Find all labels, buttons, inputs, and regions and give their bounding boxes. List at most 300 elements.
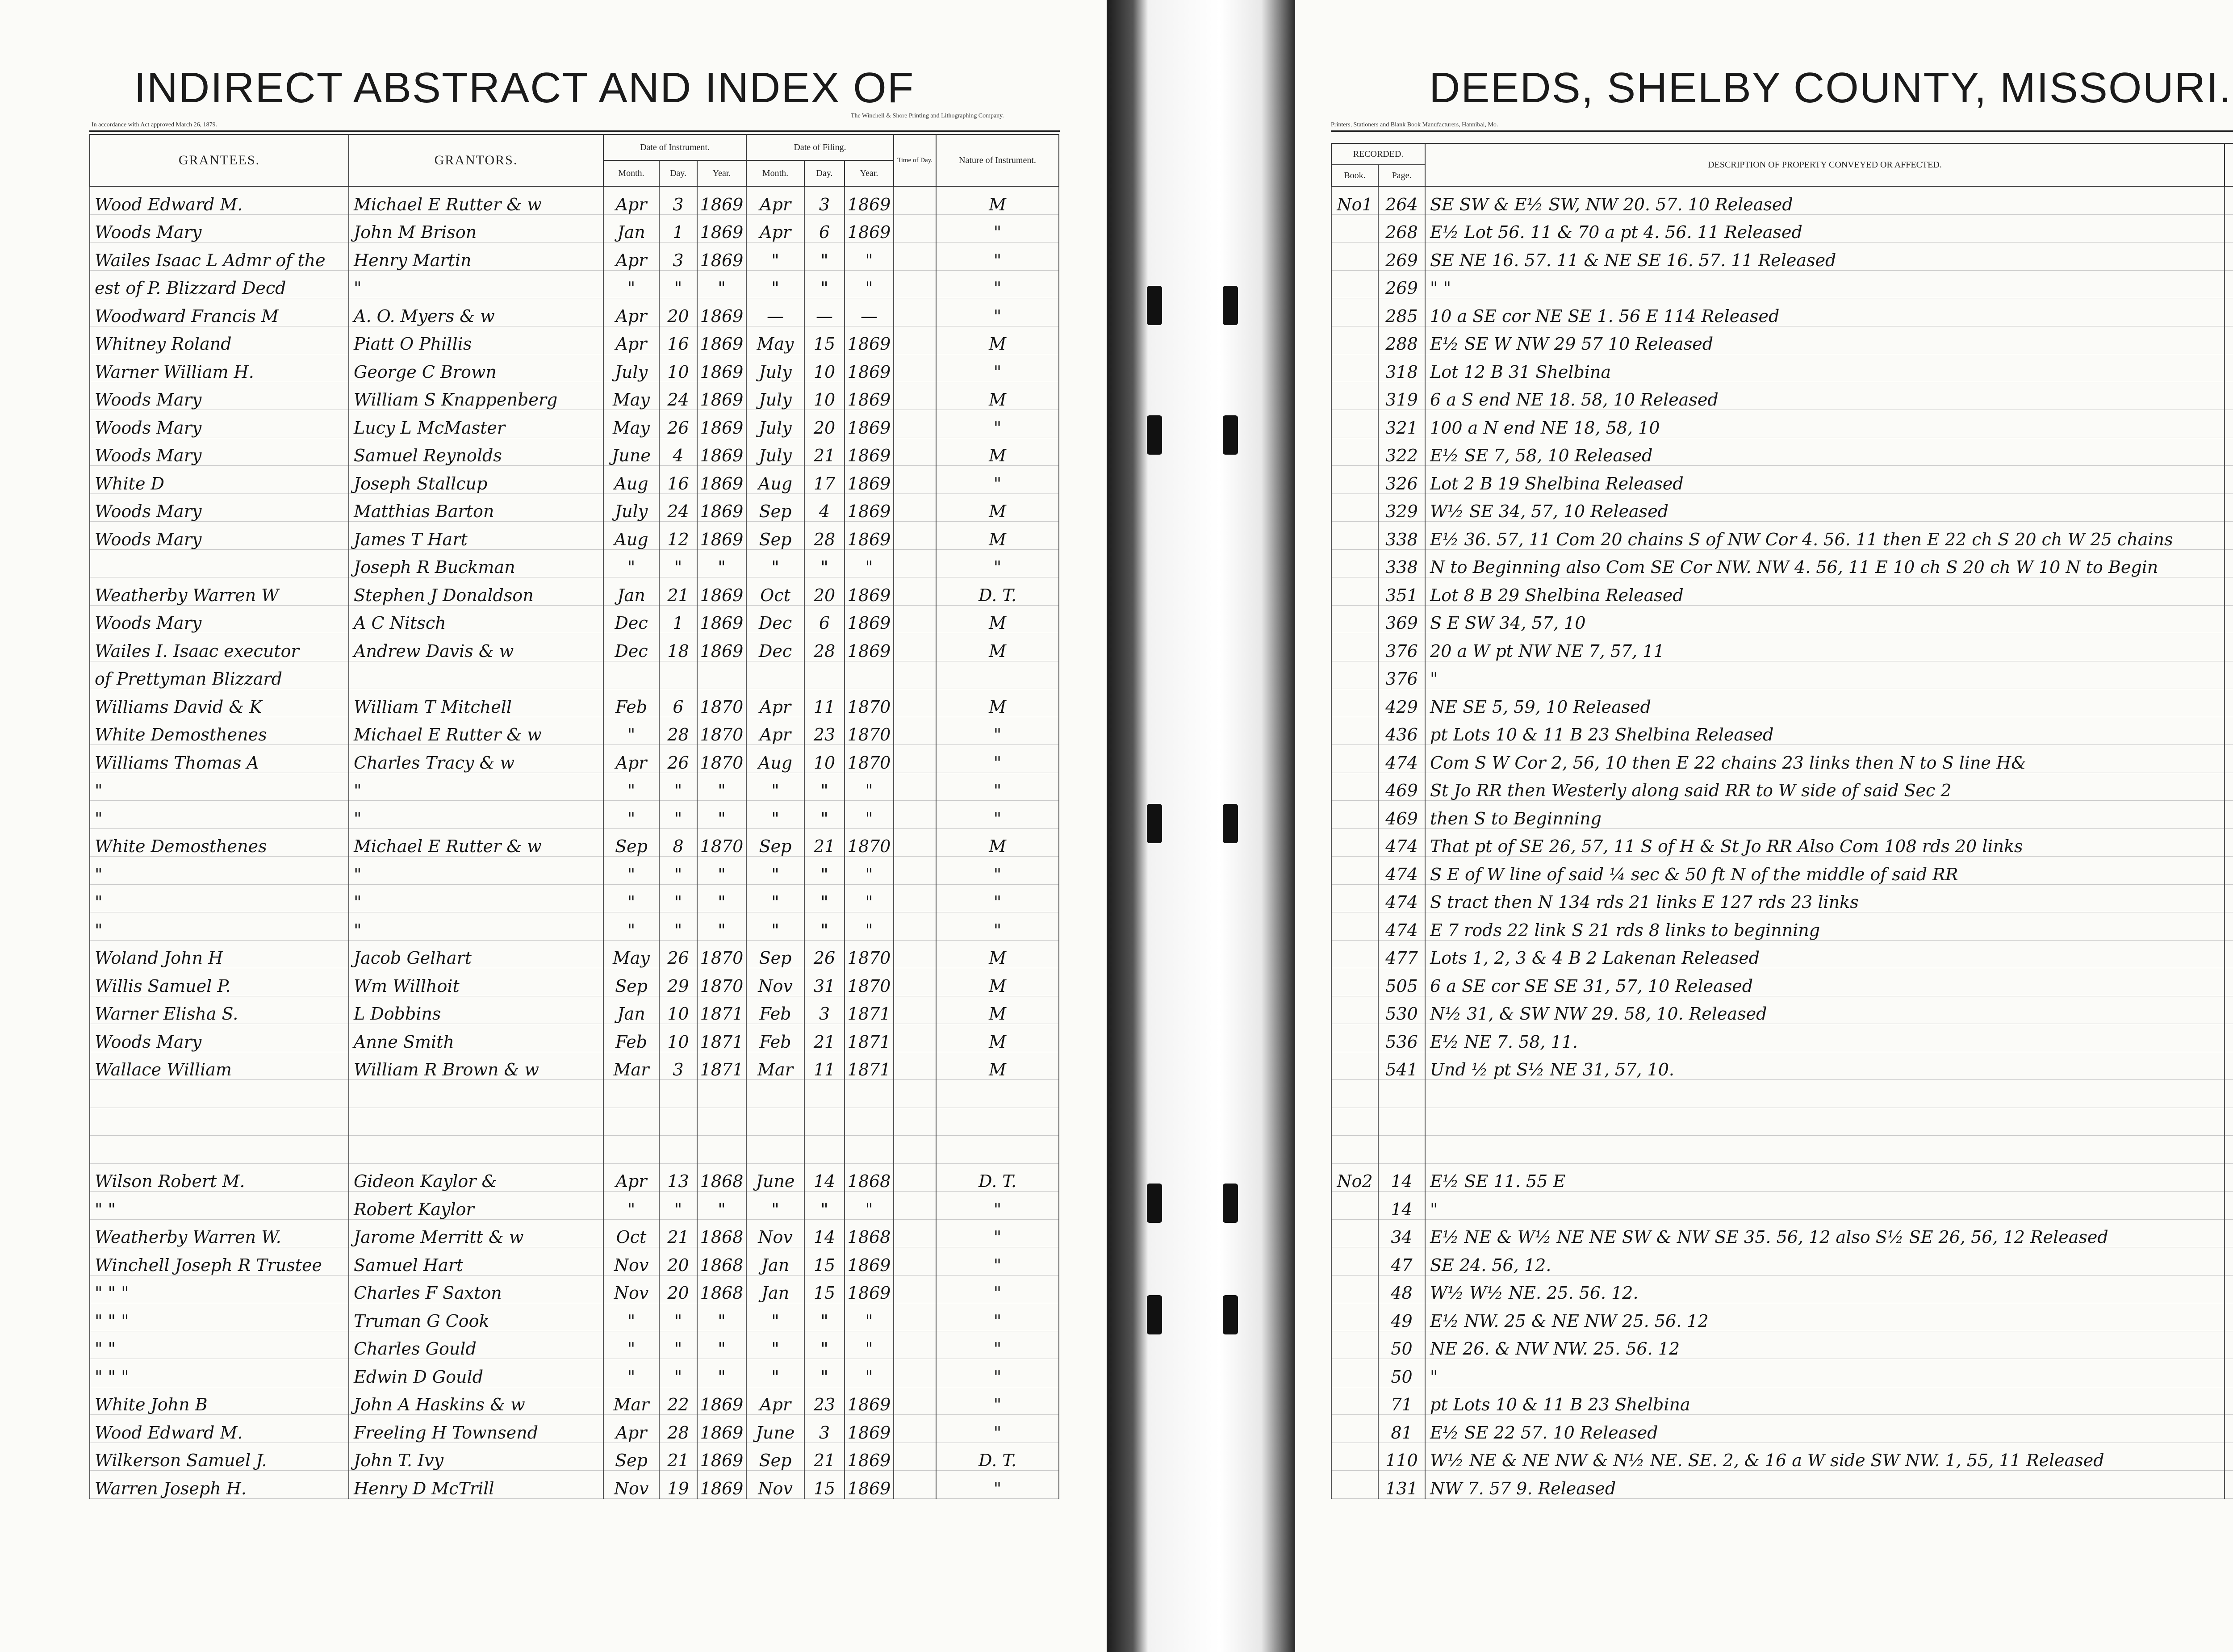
page-cell: 322 xyxy=(1378,438,1425,466)
binder-hole xyxy=(1223,415,1238,455)
grantor-cell: A C Nitsch xyxy=(349,605,603,633)
grantee-cell: Woods Mary xyxy=(90,605,349,633)
section-cell xyxy=(2225,1443,2233,1471)
description-cell: SE SW & E½ SW, NW 20. 57. 10 Released xyxy=(1425,186,2225,214)
grantee-cell xyxy=(90,1136,349,1164)
instrument-year-cell: 1869 xyxy=(697,1415,746,1443)
page-cell: 469 xyxy=(1378,801,1425,829)
filing-month-cell: June xyxy=(746,1415,804,1443)
instrument-day-cell: 4 xyxy=(659,438,697,466)
instrument-day-cell: 20 xyxy=(659,1275,697,1303)
time-of-day-cell xyxy=(894,438,936,466)
description-cell: E½ SE 7, 58, 10 Released xyxy=(1425,438,2225,466)
instrument-month-cell: Nov xyxy=(603,1471,659,1499)
book-cell xyxy=(1331,410,1378,438)
section-cell xyxy=(2225,717,2233,745)
table-row xyxy=(90,1192,1059,1220)
instrument-year-cell: 1869 xyxy=(697,1471,746,1499)
instrument-month-cell: " xyxy=(603,549,659,577)
filing-month-cell: Jan xyxy=(746,1247,804,1276)
header-rule xyxy=(1331,130,2233,132)
nature-cell: M xyxy=(936,494,1059,522)
filing-day-cell: " xyxy=(804,801,845,829)
filing-day-cell: " xyxy=(804,884,845,912)
table-row xyxy=(90,1471,1059,1499)
table-row xyxy=(1331,1247,2233,1276)
page-cell: 47 xyxy=(1378,1247,1425,1276)
filing-day-header: Day. xyxy=(804,160,845,186)
description-cell: Lots 1, 2, 3 & 4 B 2 Lakenan Released xyxy=(1425,940,2225,968)
binder-hole xyxy=(1223,1295,1238,1334)
instrument-month-cell xyxy=(603,1108,659,1136)
section-cell xyxy=(2225,410,2233,438)
instrument-day-cell: " xyxy=(659,884,697,912)
filing-year-cell: 1869 xyxy=(845,214,894,243)
grantor-cell: Henry D McTrill xyxy=(349,1471,603,1499)
nature-cell: " xyxy=(936,270,1059,298)
time-of-day-cell xyxy=(894,940,936,968)
time-of-day-cell xyxy=(894,828,936,857)
instrument-year-cell: 1870 xyxy=(697,717,746,745)
filing-day-cell: 10 xyxy=(804,382,845,410)
description-header: DESCRIPTION OF PROPERTY CONVEYED OR AFFECTED. xyxy=(1425,143,2225,186)
filing-year-cell: 1869 xyxy=(845,466,894,494)
instrument-month-cell: " xyxy=(603,801,659,829)
table-row xyxy=(90,1331,1059,1359)
filing-day-cell: 6 xyxy=(804,605,845,633)
instrument-day-cell: 26 xyxy=(659,410,697,438)
book-cell: No1 xyxy=(1331,186,1378,214)
time-of-day-cell xyxy=(894,968,936,996)
book-cell xyxy=(1331,1080,1378,1108)
filing-day-cell: " xyxy=(804,1192,845,1220)
filing-day-cell: 21 xyxy=(804,1024,845,1052)
time-of-day-cell xyxy=(894,466,936,494)
instrument-day-cell: 21 xyxy=(659,577,697,606)
instrument-year-cell: " xyxy=(697,912,746,941)
filing-year-cell xyxy=(845,1080,894,1108)
filing-day-cell: 21 xyxy=(804,828,845,857)
filing-month-cell: July xyxy=(746,382,804,410)
page-cell: 541 xyxy=(1378,1052,1425,1080)
instrument-month-cell: Mar xyxy=(603,1387,659,1415)
time-of-day-cell xyxy=(894,1331,936,1359)
book-gutter xyxy=(1107,0,1295,1652)
instrument-year-cell: 1870 xyxy=(697,828,746,857)
description-cell: N½ 31, & SW NW 29. 58, 10. Released xyxy=(1425,996,2225,1024)
nature-cell: M xyxy=(936,382,1059,410)
nature-cell: M xyxy=(936,828,1059,857)
filing-day-cell: " xyxy=(804,1359,845,1387)
time-of-day-cell xyxy=(894,661,936,689)
grantee-cell: Williams David & K xyxy=(90,689,349,717)
description-cell: W½ SE 34, 57, 10 Released xyxy=(1425,494,2225,522)
section-cell xyxy=(2225,1331,2233,1359)
instrument-month-cell xyxy=(603,1136,659,1164)
page-cell: 326 xyxy=(1378,466,1425,494)
table-row xyxy=(1331,828,2233,857)
nature-cell: M xyxy=(936,186,1059,214)
table-row xyxy=(90,1359,1059,1387)
instrument-year-cell: 1869 xyxy=(697,382,746,410)
grantee-cell: White John B xyxy=(90,1387,349,1415)
table-row xyxy=(1331,857,2233,885)
time-of-day-cell xyxy=(894,1219,936,1247)
filing-day-cell: — xyxy=(804,298,845,326)
date-of-instrument-header: Date of Instrument. xyxy=(603,134,746,160)
instrument-month-cell: " xyxy=(603,857,659,885)
time-of-day-cell xyxy=(894,1136,936,1164)
table-row xyxy=(90,912,1059,941)
nature-cell: D. T. xyxy=(936,577,1059,606)
table-row xyxy=(90,410,1059,438)
instrument-year-cell: " xyxy=(697,801,746,829)
instrument-year-cell: " xyxy=(697,857,746,885)
table-row xyxy=(90,354,1059,382)
instrument-day-cell: 12 xyxy=(659,522,697,550)
nature-cell: M xyxy=(936,689,1059,717)
time-of-day-cell xyxy=(894,1443,936,1471)
instrument-year-cell: 1869 xyxy=(697,494,746,522)
book-cell xyxy=(1331,1471,1378,1499)
time-of-day-cell xyxy=(894,605,936,633)
book-cell xyxy=(1331,354,1378,382)
instrument-month-cell: Sep xyxy=(603,1443,659,1471)
book-cell xyxy=(1331,689,1378,717)
page-cell: 285 xyxy=(1378,298,1425,326)
nature-cell: " xyxy=(936,801,1059,829)
grantee-cell: Willis Samuel P. xyxy=(90,968,349,996)
section-cell xyxy=(2225,243,2233,271)
filing-day-cell: 11 xyxy=(804,1052,845,1080)
binder-hole xyxy=(1223,286,1238,325)
section-cell xyxy=(2225,494,2233,522)
filing-day-cell: 10 xyxy=(804,354,845,382)
filing-day-cell: " xyxy=(804,1331,845,1359)
book-cell xyxy=(1331,1247,1378,1276)
grantor-cell: Henry Martin xyxy=(349,243,603,271)
instrument-year-cell xyxy=(697,661,746,689)
instrument-month-cell: Nov xyxy=(603,1247,659,1276)
table-row xyxy=(90,745,1059,773)
table-row xyxy=(1331,1052,2233,1080)
table-row xyxy=(1331,1471,2233,1499)
book-cell xyxy=(1331,382,1378,410)
section-cell xyxy=(2225,745,2233,773)
nature-cell: " xyxy=(936,1471,1059,1499)
filing-year-cell: 1868 xyxy=(845,1163,894,1192)
time-of-day-cell xyxy=(894,214,936,243)
filing-day-cell: 23 xyxy=(804,1387,845,1415)
grantee-cell xyxy=(90,1080,349,1108)
time-of-day-cell xyxy=(894,1024,936,1052)
instrument-month-cell: Apr xyxy=(603,1415,659,1443)
grantee-cell: " xyxy=(90,801,349,829)
instrument-day-cell: 28 xyxy=(659,717,697,745)
nature-cell: " xyxy=(936,1219,1059,1247)
grantees-header: GRANTEES. xyxy=(90,134,349,186)
instrument-day-cell: 20 xyxy=(659,1247,697,1276)
instrument-year-cell: 1869 xyxy=(697,214,746,243)
filing-year-cell: " xyxy=(845,857,894,885)
grantee-cell: Woods Mary xyxy=(90,1024,349,1052)
instrument-day-cell: 10 xyxy=(659,354,697,382)
grantor-cell: " xyxy=(349,773,603,801)
grantor-cell: William T Mitchell xyxy=(349,689,603,717)
section-cell xyxy=(2225,661,2233,689)
grantor-cell: A. O. Myers & w xyxy=(349,298,603,326)
instrument-year-cell: 1870 xyxy=(697,689,746,717)
instrument-day-cell: 8 xyxy=(659,828,697,857)
time-of-day-cell xyxy=(894,1387,936,1415)
instrument-day-cell: 10 xyxy=(659,1024,697,1052)
filing-month-cell: " xyxy=(746,857,804,885)
nature-cell: M xyxy=(936,633,1059,661)
table-row xyxy=(90,1275,1059,1303)
filing-month-cell: Apr xyxy=(746,1387,804,1415)
instrument-day-cell: 21 xyxy=(659,1443,697,1471)
grantor-cell xyxy=(349,661,603,689)
instrument-day-cell: 20 xyxy=(659,298,697,326)
instrument-year-cell: 1871 xyxy=(697,1052,746,1080)
grantor-cell: Michael E Rutter & w xyxy=(349,717,603,745)
description-cell: 20 a W pt NW NE 7, 57, 11 xyxy=(1425,633,2225,661)
time-of-day-cell xyxy=(894,857,936,885)
table-row xyxy=(1331,549,2233,577)
instrument-day-cell: 6 xyxy=(659,689,697,717)
filing-year-cell: 1870 xyxy=(845,968,894,996)
filing-year-cell: 1869 xyxy=(845,633,894,661)
description-cell: Lot 12 B 31 Shelbina xyxy=(1425,354,2225,382)
section-cell xyxy=(2225,773,2233,801)
page-cell: 131 xyxy=(1378,1471,1425,1499)
grantee-cell: " " " xyxy=(90,1303,349,1331)
book-cell xyxy=(1331,1052,1378,1080)
filing-day-cell: 14 xyxy=(804,1219,845,1247)
grantee-cell: est of P. Blizzard Decd xyxy=(90,270,349,298)
instrument-month-cell: " xyxy=(603,270,659,298)
grantee-cell: White D xyxy=(90,466,349,494)
grantee-cell: Woods Mary xyxy=(90,214,349,243)
instrument-month-cell: Oct xyxy=(603,1219,659,1247)
instrument-month-cell: " xyxy=(603,717,659,745)
table-row xyxy=(90,270,1059,298)
table-row xyxy=(1331,577,2233,606)
filing-day-cell: " xyxy=(804,912,845,941)
page-cell: 477 xyxy=(1378,940,1425,968)
book-cell xyxy=(1331,940,1378,968)
filing-day-cell: 31 xyxy=(804,968,845,996)
grantee-cell: " " " xyxy=(90,1275,349,1303)
grantor-cell: Michael E Rutter & w xyxy=(349,186,603,214)
instrument-month-cell: Apr xyxy=(603,243,659,271)
grantee-cell: Warner Elisha S. xyxy=(90,996,349,1024)
time-of-day-cell xyxy=(894,1080,936,1108)
description-cell: 100 a N end NE 18, 58, 10 xyxy=(1425,410,2225,438)
section-cell xyxy=(2225,1080,2233,1108)
binder-hole xyxy=(1147,804,1162,843)
header-rule xyxy=(89,130,1060,132)
description-cell: E 7 rods 22 link S 21 rds 8 links to beginning xyxy=(1425,912,2225,941)
section-cell xyxy=(2225,1247,2233,1276)
filing-year-cell: 1871 xyxy=(845,1024,894,1052)
grantor-cell: John T. Ivy xyxy=(349,1443,603,1471)
grantor-cell: Michael E Rutter & w xyxy=(349,828,603,857)
filing-month-cell: Aug xyxy=(746,466,804,494)
description-cell: pt Lots 10 & 11 B 23 Shelbina xyxy=(1425,1387,2225,1415)
time-of-day-cell xyxy=(894,1359,936,1387)
time-of-day-cell xyxy=(894,522,936,550)
instrument-day-cell: 1 xyxy=(659,605,697,633)
section-header xyxy=(2225,143,2233,186)
book-cell xyxy=(1331,298,1378,326)
page-cell: 264 xyxy=(1378,186,1425,214)
page-cell: 49 xyxy=(1378,1303,1425,1331)
time-of-day-cell xyxy=(894,354,936,382)
grantor-cell xyxy=(349,1108,603,1136)
filing-month-cell: " xyxy=(746,549,804,577)
instrument-year-cell: 1869 xyxy=(697,326,746,354)
section-cell xyxy=(2225,549,2233,577)
instrument-year-cell xyxy=(697,1108,746,1136)
grantor-cell: Jarome Merritt & w xyxy=(349,1219,603,1247)
nature-cell: " xyxy=(936,298,1059,326)
instrument-month-cell: Sep xyxy=(603,968,659,996)
filing-day-cell: 21 xyxy=(804,1443,845,1471)
table-row xyxy=(90,1219,1059,1247)
table-row xyxy=(1331,494,2233,522)
book-cell xyxy=(1331,270,1378,298)
filing-year-cell: 1869 xyxy=(845,605,894,633)
section-cell xyxy=(2225,940,2233,968)
filing-year-cell: 1869 xyxy=(845,522,894,550)
date-of-filing-header: Date of Filing. xyxy=(746,134,894,160)
instrument-year-cell: 1869 xyxy=(697,605,746,633)
table-row xyxy=(1331,1275,2233,1303)
instrument-year-cell: " xyxy=(697,549,746,577)
instrument-day-cell: 16 xyxy=(659,466,697,494)
grantee-cell: " xyxy=(90,857,349,885)
instrument-month-cell: Jan xyxy=(603,214,659,243)
time-of-day-cell xyxy=(894,326,936,354)
grantor-cell: " xyxy=(349,912,603,941)
grantor-cell: L Dobbins xyxy=(349,996,603,1024)
description-cell: E½ NE & W½ NE NE SW & NW SE 35. 56, 12 also S½ SE 26, 56, 12 Released xyxy=(1425,1219,2225,1247)
instrument-year-cell: " xyxy=(697,1359,746,1387)
instrument-year-cell: 1870 xyxy=(697,968,746,996)
grantors-header: GRANTORS. xyxy=(349,134,603,186)
description-cell: " xyxy=(1425,1359,2225,1387)
filing-year-cell: " xyxy=(845,912,894,941)
grantee-cell: Warner William H. xyxy=(90,354,349,382)
nature-cell: M xyxy=(936,605,1059,633)
grantee-cell: Woods Mary xyxy=(90,494,349,522)
instrument-day-cell: 10 xyxy=(659,996,697,1024)
description-cell: E½ SE W NW 29 57 10 Released xyxy=(1425,326,2225,354)
table-row xyxy=(1331,884,2233,912)
table-row xyxy=(90,1415,1059,1443)
grantee-cell: " " " xyxy=(90,1359,349,1387)
grantor-cell: Lucy L McMaster xyxy=(349,410,603,438)
filing-year-cell xyxy=(845,1108,894,1136)
filing-day-cell: 3 xyxy=(804,996,845,1024)
grantor-cell: William S Knappenberg xyxy=(349,382,603,410)
filing-month-cell: — xyxy=(746,298,804,326)
time-of-day-cell xyxy=(894,1052,936,1080)
section-cell xyxy=(2225,1163,2233,1192)
time-of-day-cell xyxy=(894,243,936,271)
printer-note-left: The Winchell & Shore Printing and Lithographing Company. xyxy=(851,113,1004,119)
description-cell: St Jo RR then Westerly along said RR to W side of said Sec 2 xyxy=(1425,773,2225,801)
grantor-cell: Matthias Barton xyxy=(349,494,603,522)
filing-month-cell: Apr xyxy=(746,689,804,717)
description-cell: Com S W Cor 2, 56, 10 then E 22 chains 23 links then N to S line H& xyxy=(1425,745,2225,773)
nature-cell: D. T. xyxy=(936,1163,1059,1192)
time-of-day-cell xyxy=(894,1247,936,1276)
section-cell xyxy=(2225,1136,2233,1164)
left-ledger-page xyxy=(0,0,1107,1652)
table-row xyxy=(1331,1080,2233,1108)
table-row xyxy=(90,494,1059,522)
nature-cell: " xyxy=(936,549,1059,577)
grantor-cell: Andrew Davis & w xyxy=(349,633,603,661)
instrument-month-cell: Aug xyxy=(603,466,659,494)
book-cell xyxy=(1331,214,1378,243)
table-row xyxy=(1331,1192,2233,1220)
filing-day-cell: 3 xyxy=(804,186,845,214)
nature-cell: M xyxy=(936,1024,1059,1052)
instrument-day-cell: " xyxy=(659,1359,697,1387)
page-cell: 321 xyxy=(1378,410,1425,438)
table-row xyxy=(1331,605,2233,633)
instrument-year-cell: 1869 xyxy=(697,186,746,214)
nature-cell: M xyxy=(936,968,1059,996)
grantee-cell: Woods Mary xyxy=(90,438,349,466)
filing-month-cell: " xyxy=(746,912,804,941)
description-cell xyxy=(1425,1108,2225,1136)
table-row xyxy=(90,1108,1059,1136)
filing-year-cell: " xyxy=(845,1359,894,1387)
grantor-cell: " xyxy=(349,270,603,298)
filing-month-cell xyxy=(746,1108,804,1136)
filing-day-cell: 15 xyxy=(804,326,845,354)
binder-hole xyxy=(1223,804,1238,843)
filing-year-cell: 1870 xyxy=(845,689,894,717)
instrument-year-cell: 1870 xyxy=(697,940,746,968)
page-cell: 110 xyxy=(1378,1443,1425,1471)
instrument-month-cell: " xyxy=(603,912,659,941)
nature-cell xyxy=(936,661,1059,689)
table-row xyxy=(1331,940,2233,968)
page-cell: 338 xyxy=(1378,549,1425,577)
property-description-table xyxy=(1331,143,2233,1499)
grantor-cell: Freeling H Townsend xyxy=(349,1415,603,1443)
filing-year-cell: 1870 xyxy=(845,828,894,857)
table-row xyxy=(90,214,1059,243)
filing-month-cell: Oct xyxy=(746,577,804,606)
grantee-cell: Woods Mary xyxy=(90,522,349,550)
section-cell xyxy=(2225,1192,2233,1220)
instrument-month-cell: Jan xyxy=(603,577,659,606)
instrument-year-cell: 1869 xyxy=(697,577,746,606)
nature-cell: " xyxy=(936,214,1059,243)
description-cell: " " xyxy=(1425,270,2225,298)
page-cell: 48 xyxy=(1378,1275,1425,1303)
grantor-cell: Joseph R Buckman xyxy=(349,549,603,577)
page-cell: 268 xyxy=(1378,214,1425,243)
book-cell xyxy=(1331,1275,1378,1303)
instrument-month-cell: " xyxy=(603,884,659,912)
